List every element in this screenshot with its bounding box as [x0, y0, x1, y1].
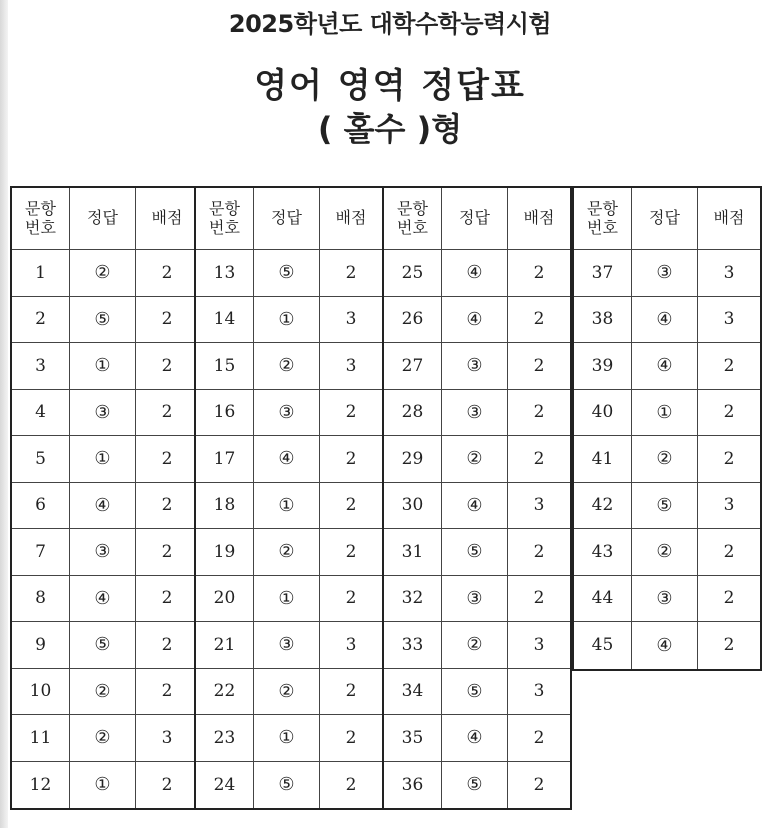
- points: 2: [136, 436, 198, 483]
- answer-choice: ⑤: [442, 762, 508, 809]
- points: 2: [508, 576, 570, 623]
- question-number: 31: [384, 529, 442, 576]
- question-number: 37: [574, 250, 632, 297]
- points: 2: [136, 529, 198, 576]
- answer-choice: ④: [70, 576, 136, 623]
- answer-choice: ②: [254, 669, 320, 716]
- points: 2: [320, 483, 382, 530]
- answer-choice: ②: [442, 436, 508, 483]
- answer-choice: ⑤: [442, 669, 508, 716]
- points: 2: [320, 715, 382, 762]
- header-points: 배점: [136, 188, 198, 250]
- answer-choice: ①: [254, 297, 320, 344]
- subject-title: 영어 영역 정답표: [254, 66, 526, 106]
- header-answer: 정답: [70, 188, 136, 250]
- answer-choice: ③: [632, 250, 698, 297]
- points: 3: [320, 297, 382, 344]
- points: 2: [136, 622, 198, 669]
- question-number: 1: [12, 250, 70, 297]
- question-number: 11: [12, 715, 70, 762]
- question-number: 15: [196, 343, 254, 390]
- question-number: 20: [196, 576, 254, 623]
- points: 2: [723, 635, 735, 656]
- answer-choice: ⑤: [254, 250, 320, 297]
- points: 3: [320, 343, 382, 390]
- points: 2: [136, 297, 198, 344]
- points: 2: [698, 576, 760, 623]
- header-question-number-line2: 번호: [209, 217, 240, 237]
- points: 2: [320, 529, 382, 576]
- header-question-number-line1: 문항: [25, 199, 56, 219]
- question-number: 41: [574, 436, 632, 483]
- points: 2: [136, 250, 198, 297]
- answer-choice: ①: [70, 436, 136, 483]
- points: 2: [136, 483, 198, 530]
- answer-choice: ④: [254, 436, 320, 483]
- answer-choice: ②: [70, 715, 136, 762]
- points: 2: [698, 436, 760, 483]
- points: 2: [320, 250, 382, 297]
- question-number: 16: [196, 390, 254, 437]
- points: 2: [136, 390, 198, 437]
- header-answer: 정답: [442, 188, 508, 250]
- question-number: 38: [574, 297, 632, 344]
- question-number: 4: [12, 390, 70, 437]
- header-question-number: [574, 188, 632, 250]
- question-number: 35: [384, 715, 442, 762]
- answer-choice: ③: [632, 576, 698, 623]
- question-number: 39: [574, 343, 632, 390]
- answer-choice: ⑤: [632, 483, 698, 530]
- points: 2: [508, 343, 570, 390]
- question-number: 30: [384, 483, 442, 530]
- points: 2: [345, 774, 357, 795]
- answer-choice: ③: [70, 529, 136, 576]
- points: 2: [508, 297, 570, 344]
- question-number: 9: [12, 622, 70, 669]
- points: 3: [698, 250, 760, 297]
- question-number: 29: [384, 436, 442, 483]
- question-number: 14: [196, 297, 254, 344]
- question-number: 24: [196, 762, 254, 809]
- points: 3: [698, 483, 760, 530]
- question-number: 32: [384, 576, 442, 623]
- answer-choice: ④: [632, 622, 698, 669]
- points: 2: [533, 774, 545, 795]
- question-number: 23: [196, 715, 254, 762]
- answer-block-2: [194, 186, 384, 810]
- points: 3: [320, 622, 382, 669]
- question-number: 33: [384, 622, 442, 669]
- answer-choice: ④: [70, 483, 136, 530]
- points: 3: [508, 622, 570, 669]
- answer-choice: ⑤: [70, 297, 136, 344]
- answer-choice: ③: [70, 390, 136, 437]
- header-question-number-line2: 번호: [397, 217, 428, 237]
- answer-choice: ①: [254, 715, 320, 762]
- question-number: 5: [12, 436, 70, 483]
- points: 2: [508, 715, 570, 762]
- answer-choice: ①: [254, 576, 320, 623]
- answer-block-3: [382, 186, 572, 810]
- exam-title: 2025학년도 대학수학능력시험: [228, 10, 552, 38]
- header-answer: 정답: [632, 188, 698, 250]
- points: 2: [136, 576, 198, 623]
- answer-choice: ②: [254, 529, 320, 576]
- answer-choice: ②: [632, 529, 698, 576]
- question-number: 34: [384, 669, 442, 716]
- type-title: ( 홀수 )형: [317, 110, 463, 148]
- question-number: 40: [574, 390, 632, 437]
- answer-choice: ④: [442, 483, 508, 530]
- header-points: 배점: [320, 188, 382, 250]
- question-number: 36: [384, 762, 442, 809]
- points: 3: [508, 669, 570, 716]
- answer-choice: ④: [442, 297, 508, 344]
- answer-choice: ②: [632, 436, 698, 483]
- points: 2: [320, 436, 382, 483]
- points: 2: [698, 343, 760, 390]
- question-number: 19: [196, 529, 254, 576]
- question-number: 13: [196, 250, 254, 297]
- header-question-number-line1: 문항: [209, 199, 240, 219]
- answer-block-4: [572, 186, 762, 671]
- answer-choice: ⑤: [254, 762, 320, 809]
- question-number: 8: [12, 576, 70, 623]
- points: 2: [508, 529, 570, 576]
- points: 2: [508, 436, 570, 483]
- answer-choice: ③: [442, 390, 508, 437]
- header-points: 배점: [698, 188, 760, 250]
- answer-choice: ④: [632, 297, 698, 344]
- question-number: 25: [384, 250, 442, 297]
- answer-choice: ①: [254, 483, 320, 530]
- header-points: 배점: [508, 188, 570, 250]
- points: 3: [698, 297, 760, 344]
- answer-choice: ③: [254, 622, 320, 669]
- points: 2: [136, 343, 198, 390]
- question-number: 18: [196, 483, 254, 530]
- question-number: 6: [12, 483, 70, 530]
- points: 3: [136, 715, 198, 762]
- answer-choice: ②: [70, 250, 136, 297]
- question-number: 12: [12, 762, 70, 809]
- answer-choice: ①: [632, 390, 698, 437]
- answer-choice: ②: [70, 669, 136, 716]
- question-number: 28: [384, 390, 442, 437]
- question-number: 22: [196, 669, 254, 716]
- points: 2: [320, 390, 382, 437]
- points: 2: [508, 250, 570, 297]
- question-number: 10: [12, 669, 70, 716]
- header-question-number-line1: 문항: [587, 199, 618, 219]
- header-question-number: [384, 188, 442, 250]
- question-number: 42: [574, 483, 632, 530]
- question-number: 27: [384, 343, 442, 390]
- answer-table: [10, 186, 768, 806]
- answer-choice: ①: [70, 343, 136, 390]
- question-number: 17: [196, 436, 254, 483]
- points: 3: [508, 483, 570, 530]
- header-question-number-line2: 번호: [25, 217, 56, 237]
- header-question-number-line2: 번호: [587, 217, 618, 237]
- points: 2: [161, 774, 173, 795]
- points: 2: [698, 529, 760, 576]
- question-number: 43: [574, 529, 632, 576]
- answer-choice: ③: [254, 390, 320, 437]
- answer-choice: ③: [442, 576, 508, 623]
- points: 2: [508, 390, 570, 437]
- answer-choice: ③: [442, 343, 508, 390]
- question-number: 21: [196, 622, 254, 669]
- answer-choice: ④: [442, 250, 508, 297]
- header-answer: 정답: [254, 188, 320, 250]
- answer-choice: ②: [442, 622, 508, 669]
- points: 2: [320, 576, 382, 623]
- question-number: 45: [574, 622, 632, 669]
- answer-block-1: [10, 186, 200, 810]
- header-question-number-line1: 문항: [397, 199, 428, 219]
- answer-choice: ①: [70, 762, 136, 809]
- answer-choice: ⑤: [442, 529, 508, 576]
- answer-choice: ②: [254, 343, 320, 390]
- header-question-number: [196, 188, 254, 250]
- answer-choice: ④: [632, 343, 698, 390]
- answer-choice: ④: [442, 715, 508, 762]
- question-number: 3: [12, 343, 70, 390]
- answer-choice: ⑤: [70, 622, 136, 669]
- question-number: 26: [384, 297, 442, 344]
- question-number: 7: [12, 529, 70, 576]
- points: 2: [320, 669, 382, 716]
- header-question-number: [12, 188, 70, 250]
- points: 2: [136, 669, 198, 716]
- question-number: 44: [574, 576, 632, 623]
- question-number: 2: [12, 297, 70, 344]
- points: 2: [698, 390, 760, 437]
